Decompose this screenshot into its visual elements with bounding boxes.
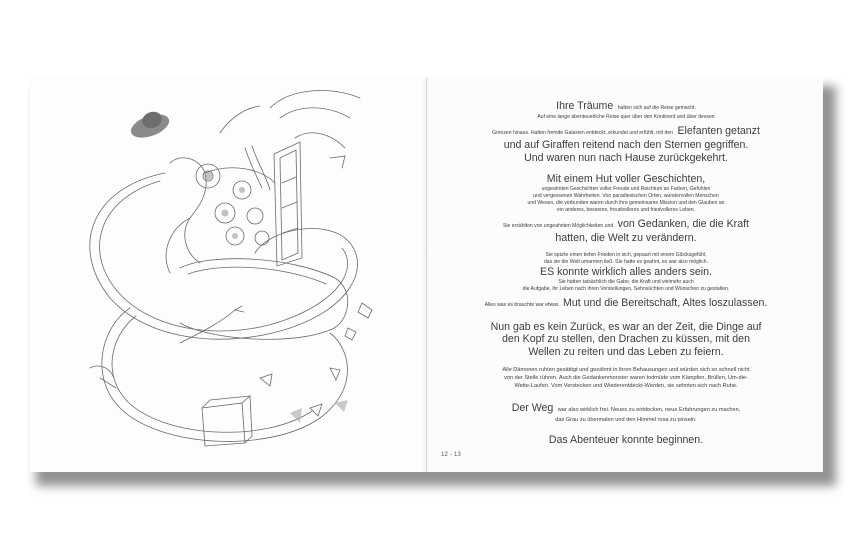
paragraph-6-line-1 <box>435 398 817 416</box>
body-phrase: Grenzen hinaus. Hatten fremde Galaxien entdeckt, erkundet und erfühlt, mit den <box>492 130 673 136</box>
heading-line: ES konnte wirklich alles anders sein. <box>540 266 712 278</box>
body-phrase: war also wirklich frei. Neues zu entdecken, neue Erfahrungen zu machen, <box>557 407 741 413</box>
paragraph-2-line-6 <box>435 214 817 232</box>
heading-phrase: von Gedanken, die die Kraft <box>617 217 749 230</box>
heading-line: Wellen zu reiten und das Leben zu feiern. <box>528 345 724 358</box>
right-page <box>426 78 823 472</box>
body-line: Wette-Laufen. Vom Verstecken und Wiederentdeckt-Werden, sie sehnten sich nach Ruhe. <box>514 383 738 389</box>
body-line: Sie spürte einen tiefen Frieden in sich, gepaart mit einem Glücksgefühl, <box>545 252 707 258</box>
body-line: ungeahnten Geschichten voller Freude und Reichtum an Farben, Gefühlen <box>541 185 711 192</box>
heading-phrase: Mut und die Bereitschaft, Altes loszulassen. <box>563 296 768 309</box>
pencil-illustration <box>30 78 426 472</box>
body-line: das sie die Welt umarmen ließ. Sie hatte es geahnt, es war also möglich. <box>543 259 709 265</box>
body-line: die Aufgabe, ihr Leben nach ihren Vorstellungen, Sehnsüchten und Wünschen zu gestalten. <box>522 285 730 292</box>
body-line: ein anderes, besseres, freudvolleres und friedvolleres Leben. <box>557 206 695 213</box>
heading-phrase: Elefanten getanzt <box>677 125 760 137</box>
paragraph-1-line-3 <box>435 121 817 139</box>
body-line: Sie hatten tatsächlich die Gabe, die Kraft und vielmehr auch <box>558 278 694 285</box>
body-phrase: hatten sich auf die Reise gemacht. <box>617 105 696 111</box>
paragraph-3-line-6 <box>435 293 817 311</box>
book-spread <box>30 78 822 472</box>
heading-line: Und waren nun nach Hause zurückgekehrt. <box>524 151 728 164</box>
heading-line: hatten, die Welt zu verändern. <box>555 231 697 244</box>
heading-line: Mit einem Hut voller Geschichten, <box>546 173 706 185</box>
body-line: Alle Dämonen ruhten gesättigt und gezähmt in ihren Behausungen und würden sich so schnell nicht <box>502 367 750 373</box>
closing-line: Das Abenteuer konnte beginnen. <box>548 434 704 446</box>
story-text <box>435 96 817 447</box>
body-phrase: Alles was es brauchte war etwas <box>484 301 559 308</box>
body-line: und Wesen, die verbunden waren durch ihre gemeinsame Mission und den Glauben an <box>527 199 725 206</box>
body-phrase: Sie erzählten von ungeahnten Möglichkeiten und <box>503 222 614 229</box>
body-line: das Grau zu übermalen und den Himmel rosa zu pinseln. <box>555 417 697 423</box>
heading-line: den Kopf zu stellen, den Drachen zu küssen, mit den <box>502 333 750 345</box>
page-number: 12 - 13 <box>441 452 462 458</box>
paragraph-1-line-1 <box>435 96 817 114</box>
heading-phrase: Der Weg <box>511 402 554 414</box>
left-page <box>30 78 426 472</box>
book-spine <box>422 78 430 472</box>
heading-line: und auf Giraffen reitend nach den Sternen gegriffen. <box>503 139 749 151</box>
body-line: von der Stelle rühren. Auch die Gedankenmonster waren todmüde vom Kämpfen, Brüllen, Um-die- <box>504 375 748 381</box>
hat-icon <box>128 109 172 142</box>
body-line: Auf eine lange abenteuerliche Reise quer über den Kontinent und über dessen <box>537 114 715 120</box>
body-line: und vergessenen Wahrheiten. Von paradiesischen Orten, wundervollen Menschen <box>533 192 719 199</box>
heading-line: Nun gab es kein Zurück, es war an der Zeit, die Dinge auf <box>490 320 762 333</box>
heading-phrase: Ihre Träume <box>556 100 614 112</box>
